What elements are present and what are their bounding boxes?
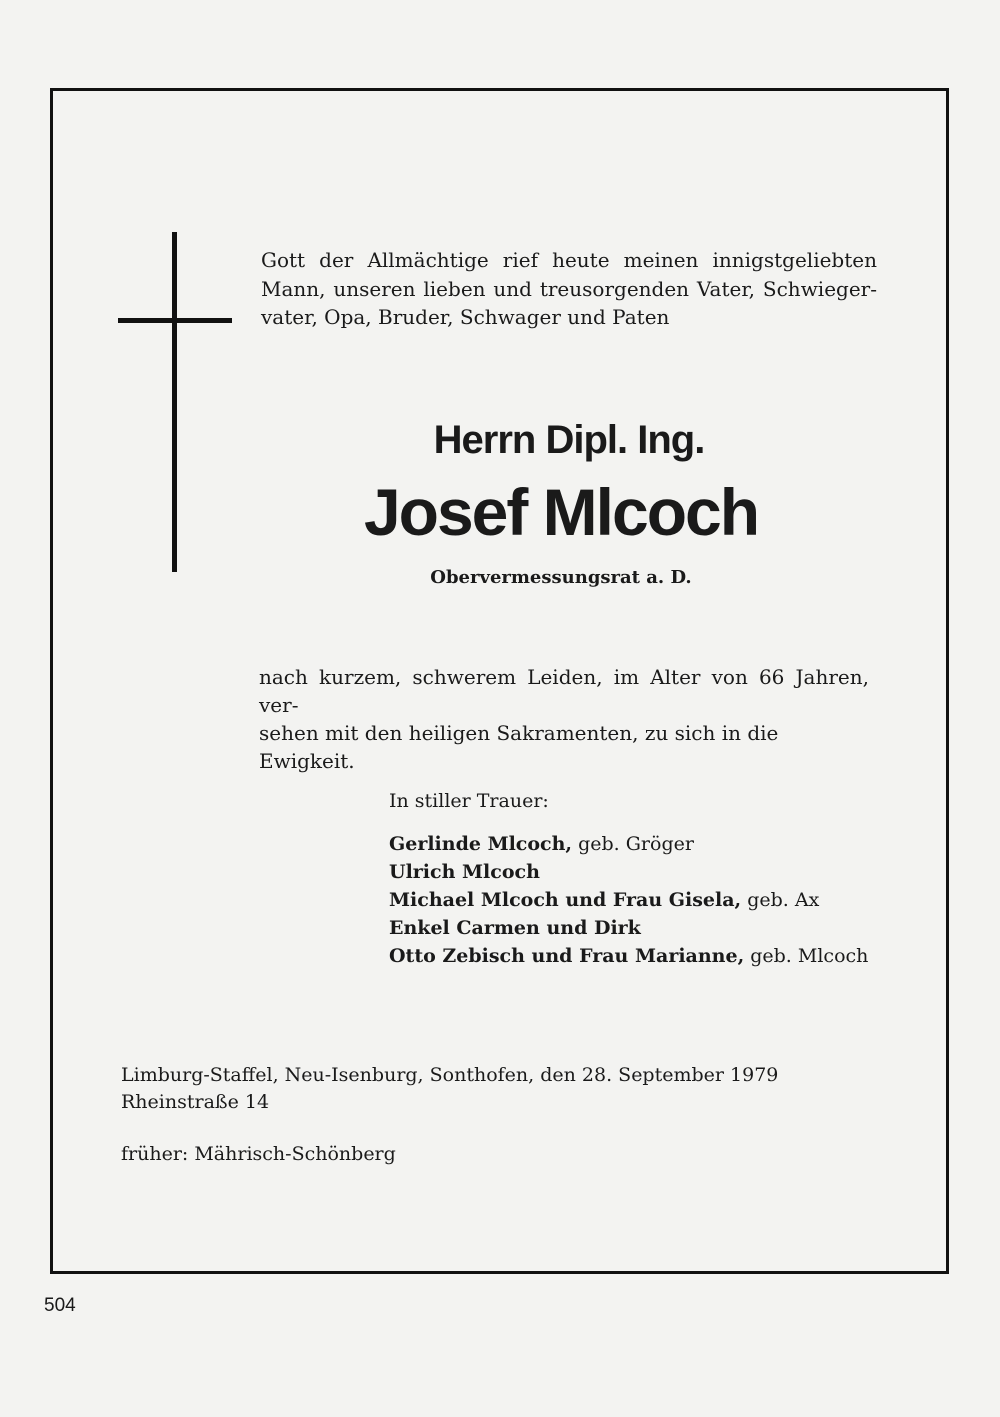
body-text — [259, 663, 869, 775]
street-address: Rheinstraße 14 — [121, 1091, 270, 1113]
intro-line: vater, Opa, Bruder, Schwager und Paten — [261, 305, 670, 329]
body-line: nach kurzem, schwerem Leiden, im Alter von 66 Jahren, ver- — [259, 665, 869, 717]
mourner-suffix: geb. Ax — [741, 889, 820, 911]
place-date-block — [121, 1062, 778, 1116]
mourner-name: Ulrich Mlcoch — [389, 861, 540, 883]
mourner-name: Otto Zebisch und Frau Marianne, — [389, 945, 745, 967]
place-date: Limburg-Staffel, Neu-Isenburg, Sonthofen, den 28. September 1979 — [121, 1064, 779, 1086]
former-residence: früher: Mährisch-Schönberg — [121, 1143, 396, 1165]
mourner-suffix: geb. Mlcoch — [744, 945, 869, 967]
deceased-title: Obervermessungsrat a. D. — [430, 567, 692, 588]
intro-line: Mann, unseren lieben und treusorgenden Vater, Schwieger- — [261, 276, 877, 301]
mourner-item — [389, 914, 868, 942]
page-number: 504 — [44, 1295, 76, 1316]
mourner-suffix: geb. Gröger — [572, 833, 694, 855]
mourner-name: Enkel Carmen und Dirk — [389, 917, 641, 939]
mourners-list — [389, 830, 868, 970]
mourner-item — [389, 858, 868, 886]
mourner-item — [389, 942, 868, 970]
intro-line: Gott der Allmächtige rief heute meinen innigstgeliebten — [261, 248, 877, 272]
deceased-name: Josef Mlcoch — [363, 475, 759, 549]
mourning-heading: In stiller Trauer: — [389, 790, 549, 812]
mourner-item — [389, 830, 868, 858]
cross-icon-horizontal — [118, 318, 232, 323]
cross-icon-vertical — [172, 232, 177, 572]
mourner-name: Gerlinde Mlcoch, — [389, 833, 573, 855]
mourner-item — [389, 886, 868, 914]
body-line: sehen mit den heiligen Sakramenten, zu sich in die Ewigkeit. — [259, 721, 779, 773]
salutation: Herrn Dipl. Ing. — [433, 418, 705, 462]
intro-text — [261, 246, 877, 332]
mourner-name: Michael Mlcoch und Frau Gisela, — [389, 889, 742, 911]
